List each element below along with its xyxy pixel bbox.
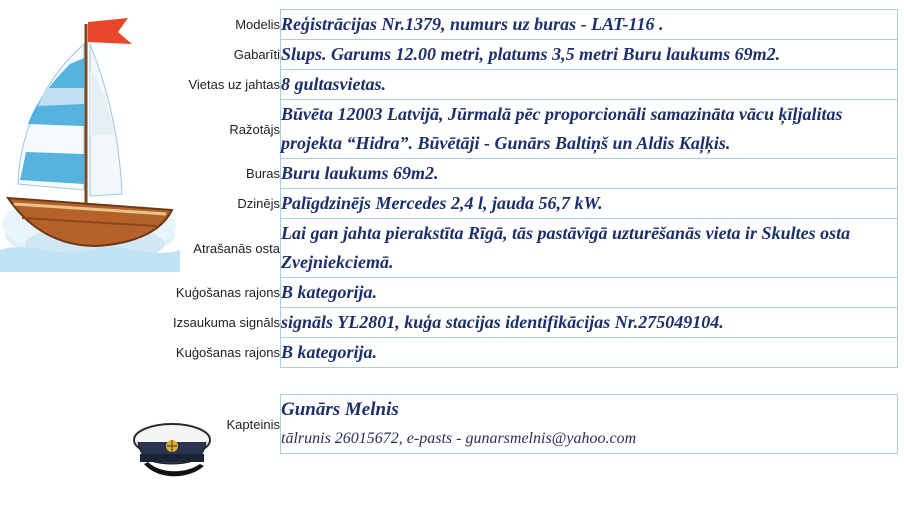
spec-row (150, 100, 898, 159)
spec-row (150, 219, 898, 278)
spec-row (150, 338, 898, 368)
row-value-sailing-area: B kategorija. (281, 278, 898, 308)
row-label-manufacturer: Ražotājs (229, 121, 280, 137)
spec-row (150, 278, 898, 308)
row-value-engine: Palīgdzinējs Mercedes 2,4 l, jauda 56,7 kW. (281, 189, 898, 219)
captain-label: Kapteinis (226, 416, 280, 432)
row-label-home-port: Atrašanās osta (193, 240, 280, 256)
row-value-sailing-area-2: B kategorija. (281, 338, 898, 368)
captain-row (150, 395, 898, 454)
spec-row (150, 40, 898, 70)
row-label-engine: Dzinējs (237, 196, 280, 211)
spec-row (150, 189, 898, 219)
row-label-sails: Buras (246, 166, 280, 181)
row-value-dimensions: Slups. Garums 12.00 metri, platums 3,5 metri Buru laukums 69m2. (281, 40, 898, 70)
row-label-sailing-area-2: Kuģošanas rajons (175, 345, 280, 360)
row-value-manufacturer: Būvēta 12003 Latvijā, Jūrmalā pēc proporcionāli samazināta vācu ķīļjalitas projekta “Hidra”. Būvētāji - Gunārs Baltiņš un Aldis Kaļķis. (281, 100, 898, 159)
row-value-sails: Buru laukums 69m2. (281, 159, 898, 189)
row-label-model: Modelis (235, 17, 280, 32)
row-value-model: Reģistrācijas Nr.1379, numurs uz buras - LAT-116 . (281, 10, 898, 40)
spec-row (150, 10, 898, 40)
yacht-spec-table (150, 9, 898, 454)
row-label-sailing-area: Kuģošanas rajons (175, 285, 280, 300)
row-value-home-port: Lai gan jahta pierakstīta Rīgā, tās pastāvīgā uzturēšanās vieta ir Skultes osta Zvejniekciemā. (281, 219, 898, 278)
row-value-call-sign: signāls YL2801, kuģa stacijas identifikācijas Nr.275049104. (281, 308, 898, 338)
captain-contact: tālrunis 26015672, e-pasts - gunarsmelnis@yahoo.com (281, 430, 637, 447)
row-label-dimensions: Gabarīti (233, 47, 280, 62)
row-label-berths: Vietas uz jahtas (188, 77, 280, 92)
captain-value (281, 395, 898, 454)
spacer-row (150, 368, 898, 395)
spec-row (150, 159, 898, 189)
row-label-call-sign: Izsaukuma signāls (173, 315, 280, 330)
row-value-berths: 8 gultasvietas. (281, 70, 898, 100)
flag-icon (88, 18, 132, 44)
spec-row (150, 70, 898, 100)
spec-row (150, 308, 898, 338)
captain-name: Gunārs Melnis (281, 399, 399, 420)
